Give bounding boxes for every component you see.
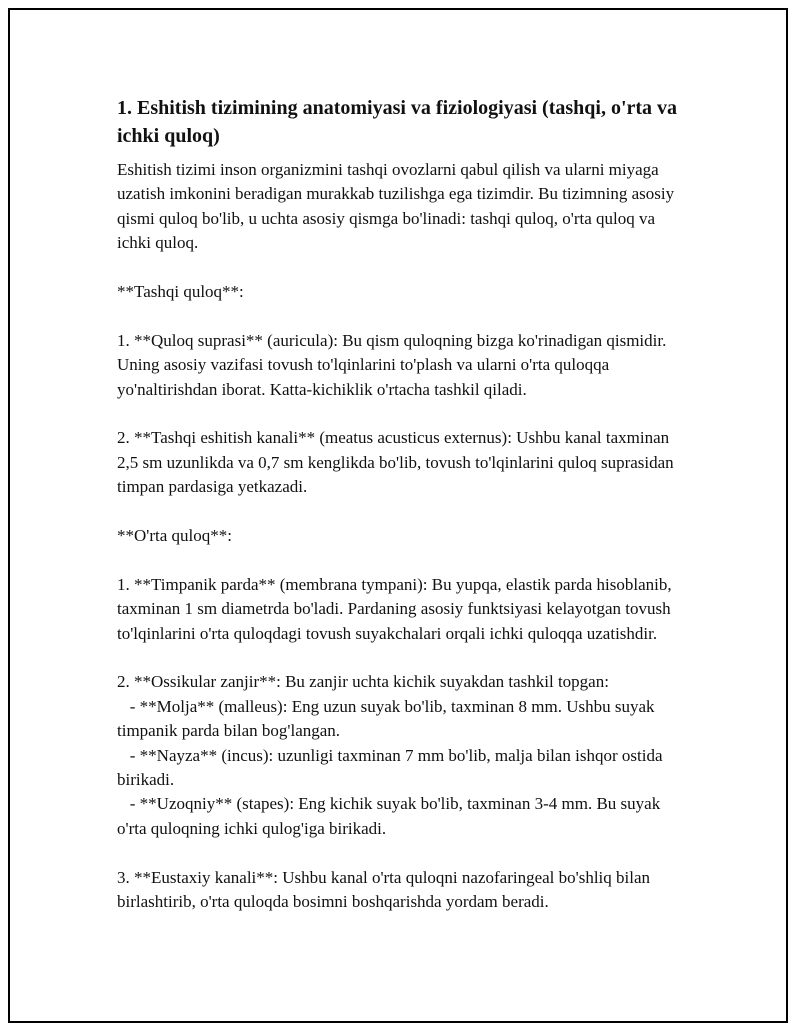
ossicle-stapes: - **Uzoqniy** (stapes): Eng kichik suyak bo'lib, taxminan 3-4 mm. Bu suyak o'rta quloqning ichki qulog'iga birikadi.: [117, 794, 665, 838]
spacer: [117, 500, 687, 524]
document-body: [117, 94, 687, 914]
middle-ear-item-2: 2. **Ossikular zanjir**: Bu zanjir uchta kichik suyakdan tashkil topgan:: [117, 672, 609, 692]
middle-ear-item-3: 3. **Eustaxiy kanali**: Ushbu kanal o'rta quloqni nazofaringeal bo'shliq bilan birlashtirib, o'rta quloqda bosimni boshqarishda yordam beradi.: [117, 867, 655, 912]
spacer: [117, 304, 687, 328]
intro-paragraph: Eshitish tizimi inson organizmini tashqi ovozlarni qabul qilish va ularni miyaga uzatish imkonini beradigan murakkab tuzilishga ega tizimdir. Bu tizimning asosiy qismi quloq bo'lib, u uchta asosiy qismga bo'linadi: tashqi quloq, o'rta quloq va ichki quloq.: [117, 160, 679, 253]
spacer: [117, 548, 687, 572]
spacer: [117, 646, 687, 670]
spacer: [117, 402, 687, 426]
spacer: [117, 256, 687, 280]
spacer: [117, 841, 687, 865]
middle-ear-heading: **O'rta quloq**:: [117, 526, 232, 546]
ossicle-malleus: - **Molja** (malleus): Eng uzun suyak bo'lib, taxminan 8 mm. Ushbu suyak timpanik parda bilan bog'langan.: [117, 696, 659, 741]
document-title: 1. Eshitish tizimining anatomiyasi va fiziologiyasi (tashqi, o'rta va ichki quloq): [117, 97, 678, 147]
outer-ear-heading: **Tashqi quloq**:: [117, 282, 244, 302]
outer-ear-item-2: 2. **Tashqi eshitish kanali** (meatus acusticus externus): Ushbu kanal taxminan 2,5 sm uzunlikda va 0,7 sm kenglikda bo'lib, tovush to'lqinlarini quloq suprasidan timpan pardasiga yetkazadi.: [117, 428, 678, 497]
outer-ear-item-1: 1. **Quloq suprasi** (auricula): Bu qism quloqning bizga ko'rinadigan qismidir. Uning asosiy vazifasi tovush to'lqinlarini to'plash va ularni o'rta quloqqa yo'naltirishdan iborat. Katta-kichiklik o'rtacha tashkil qiladi.: [117, 330, 671, 399]
ossicle-incus: - **Nayza** (incus): uzunligi taxminan 7 mm bo'lib, malja bilan ishqor ostida birikadi.: [117, 745, 667, 790]
middle-ear-item-1: 1. **Timpanik parda** (membrana tympani): Bu yupqa, elastik parda hisoblanib, taxminan 1 sm diametrda bo'ladi. Pardaning asosiy funktsiyasi kelayotgan tovush to'lqinlarini o'rta quloqdagi tovush suyakchalari orqali ichki quloqqa uzatishdir.: [117, 574, 676, 643]
